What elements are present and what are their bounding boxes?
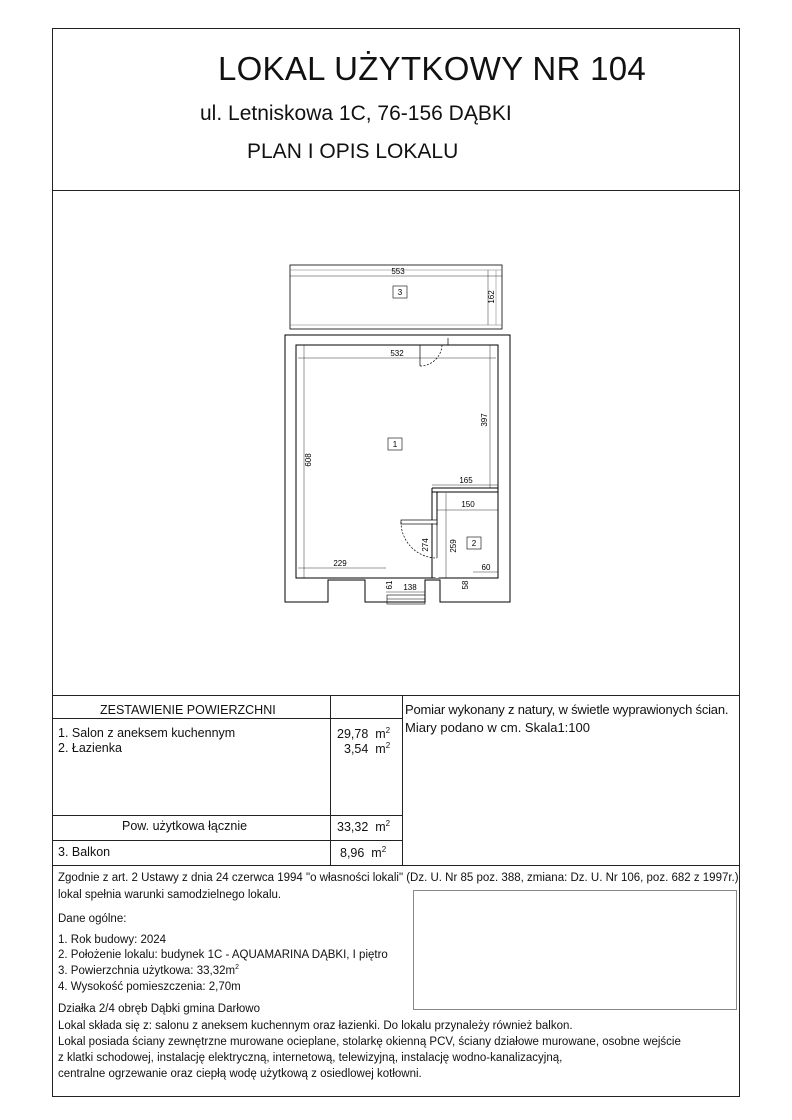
area-table-heading: ZESTAWIENIE POWIERZCHNI xyxy=(100,703,276,717)
table-header-line xyxy=(52,718,402,719)
dim-259: 259 xyxy=(449,539,458,553)
dim-138: 138 xyxy=(403,583,417,592)
dim-165: 165 xyxy=(459,476,473,485)
general-item: 2. Położenie lokalu: budynek 1C - AQUAMARINA DĄBKI, I piętro xyxy=(58,949,388,961)
general-heading: Dane ogólne: xyxy=(58,913,127,925)
table-bottom-line xyxy=(52,865,740,866)
walls xyxy=(285,335,510,602)
area-row-value: 29,78 $m^2$ xyxy=(337,726,391,742)
balcony-area-value: 8,96 $m^2$ xyxy=(340,845,387,861)
svg-text:2: 2 xyxy=(471,539,477,548)
svg-text:1: 1 xyxy=(392,440,398,449)
legal-line-1: Zgodnie z art. 2 Ustawy z dnia 24 czerwca 1994 "o własności lokali" (Dz. U. Nr 85 poz. 388, zmiana: Dz. U. Nr 106, poz. 682 z 1997r.) xyxy=(58,872,739,884)
room-label-2 xyxy=(467,537,481,549)
dim-553: 553 xyxy=(391,267,405,276)
room-label-3 xyxy=(393,286,407,298)
description-line: centralne ogrzewanie oraz ciepłą wodę użytkową z osiedlowej kotłowni. xyxy=(58,1068,422,1080)
dim-61: 61 xyxy=(385,580,394,590)
general-item: 3. Powierzchnia użytkowa: $33,32m^2$ xyxy=(58,964,239,977)
room-label-1 xyxy=(388,438,402,450)
general-item: 4. Wysokość pomieszczenia: 2,70m xyxy=(58,981,241,993)
dim-58: 58 xyxy=(461,580,470,590)
total-area-label: Pow. użytkowa łącznie xyxy=(122,819,248,833)
address: ul. Letniskowa 1C, 76-156 DĄBKI xyxy=(200,102,512,125)
description-line: z klatki schodowej, instalację elektryczną, internetową, telewizyjną, instalację wodno-kanalizacyjną, xyxy=(58,1052,563,1064)
area-row-name: 2. Łazienka xyxy=(58,741,122,755)
page-title: LOKAL UŻYTKOWY NR 104 xyxy=(217,50,647,87)
general-item: 1. Rok budowy: 2024 xyxy=(58,934,167,946)
dim-608: 608 xyxy=(304,453,313,467)
table-total-line-top xyxy=(52,815,402,816)
svg-text:3: 3 xyxy=(397,288,403,297)
description-line: Lokal składa się z: salonu z aneksem kuchennym oraz łazienki. Do lokalu przynależy również balkon. xyxy=(58,1020,573,1032)
dim-397: 397 xyxy=(480,413,489,427)
legal-line-2: lokal spełnia warunki samodzielnego lokalu. xyxy=(58,889,282,901)
area-row-name: 1. Salon z aneksem kuchennym xyxy=(58,726,236,740)
dim-274: 274 xyxy=(421,538,430,552)
plan-divider xyxy=(52,695,740,696)
dim-229: 229 xyxy=(333,559,347,568)
stamp-box xyxy=(413,890,737,1010)
table-total-line-bottom xyxy=(52,840,402,841)
measurement-note-line-2: Miary podano w cm. Skala1:100 xyxy=(405,720,590,735)
total-area-value: 33,32 $m^2$ xyxy=(337,819,391,835)
balcony-label: 3. Balkon xyxy=(58,845,111,859)
area-row-value: 3,54 $m^2$ xyxy=(344,741,391,757)
dim-162: 162 xyxy=(487,290,496,304)
description-line: Lokal posiada ściany zewnętrzne murowane ocieplane, stolarkę okienną PCV, ściany działowe murowane, osobne wejście xyxy=(58,1036,681,1048)
plot-info: Działka 2/4 obręb Dąbki gmina Darłowo xyxy=(58,1003,260,1015)
measurement-note-line-1: Pomiar wykonany z natury, w świetle wyprawionych ścian. xyxy=(405,702,729,717)
floor-plan xyxy=(52,190,740,695)
dim-150: 150 xyxy=(461,500,475,509)
table-right-border xyxy=(402,695,403,865)
dim-532: 532 xyxy=(390,349,404,358)
dim-60: 60 xyxy=(481,563,491,572)
page-subtitle: PLAN I OPIS LOKALU xyxy=(247,140,459,163)
